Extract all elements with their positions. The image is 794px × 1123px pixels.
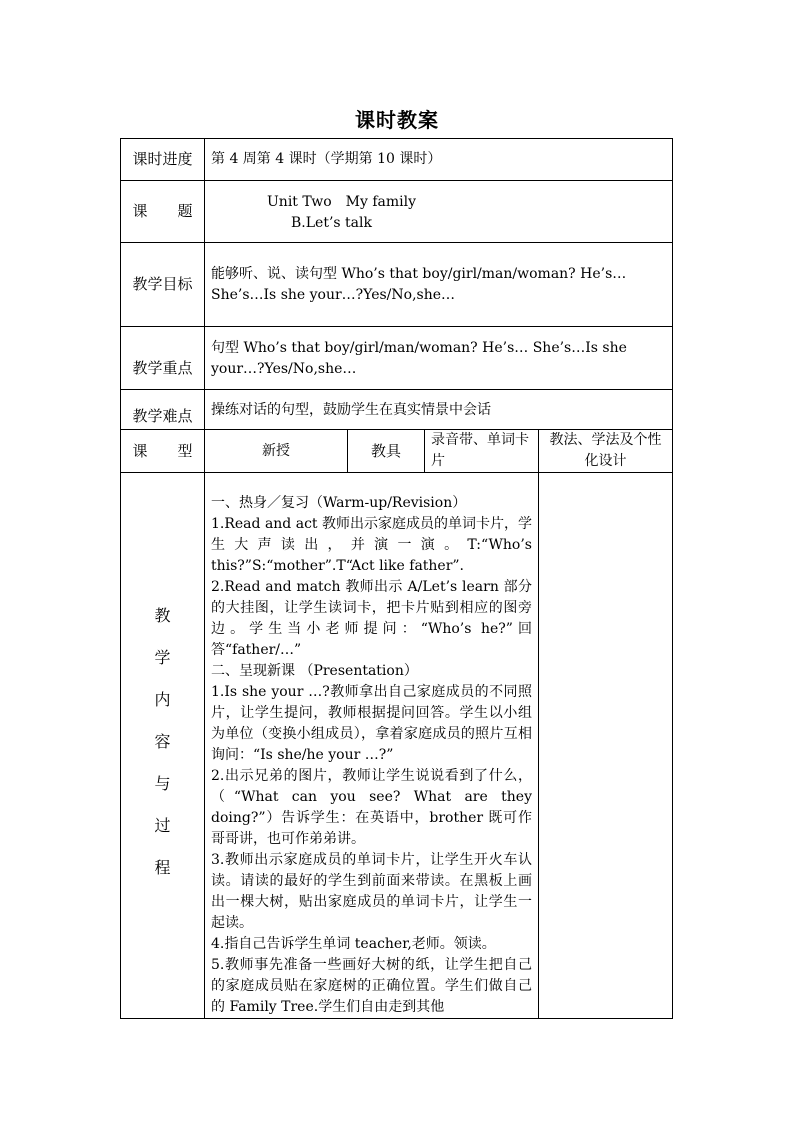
keypoint-value: 句型 Who’s that boy/girl/man/woman? He’s… She’s…Is she your…?Yes/No,she… — [205, 327, 673, 390]
lesson-plan-table — [120, 138, 673, 1019]
page-title: 课时教案 — [355, 108, 439, 132]
difficulty-value: 操练对话的句型，鼓励学生在真实情景中会话 — [205, 390, 673, 430]
process-label-char: 过 — [154, 816, 171, 835]
method-notes-cell — [539, 473, 673, 1019]
keypoint-label: 教学重点 — [121, 327, 205, 390]
process-label — [121, 473, 205, 1019]
process-paragraph: 二、呈现新课 （Presentation） — [211, 663, 418, 679]
type-label: 课 型 — [121, 430, 205, 473]
progress-value: 第 4 周第 4 课时（学期第 10 课时） — [205, 139, 673, 181]
process-paragraph: 3.教师出示家庭成员的单词卡片，让学生开火车认读。请读的最好的学生到前面来带读。在黑板上画出一棵大树，贴出家庭成员的单词卡片，让学生一起读。 — [211, 852, 532, 931]
tools-label: 教具 — [348, 430, 425, 473]
process-label-char: 内 — [154, 690, 171, 709]
process-label-char: 与 — [154, 774, 171, 793]
objective-value: 能够听、说、读句型 Who’s that boy/girl/man/woman? He’s… She’s…Is she your…?Yes/No,she… — [205, 243, 673, 327]
topic-unit: Unit Two My family — [267, 193, 416, 210]
process-label-char: 学 — [154, 648, 171, 667]
process-paragraph: 5.教师事先准备一些画好大树的纸，让学生把自己的家庭成员贴在家庭树的正确位置。学生们做自己的 Family Tree.学生们自由走到其他 — [211, 957, 532, 1015]
topic-part: B.Let’s talk — [291, 214, 372, 231]
row-keypoint — [121, 327, 673, 390]
process-label-char: 程 — [154, 858, 171, 877]
progress-label: 课时进度 — [121, 139, 205, 181]
topic-value — [205, 181, 673, 243]
process-paragraph: 2.出示兄弟的图片，教师让学生说说看到了什么，（“What can you see? What are they doing?”）告诉学生：在英语中，brother 既可作哥哥讲，也可作弟弟讲。 — [211, 768, 532, 847]
process-label-char: 教 — [154, 606, 171, 625]
row-process — [121, 473, 673, 1019]
process-label-char: 容 — [154, 732, 171, 751]
tools-value: 录音带、单词卡片 — [425, 430, 539, 473]
objective-label: 教学目标 — [121, 243, 205, 327]
row-difficulty — [121, 390, 673, 430]
process-paragraph: 2.Read and match 教师出示 A/Let’s learn 部分的大挂图，让学生读词卡，把卡片贴到相应的图旁边。学生当小老师提问：“Who’s he?”回答“father/…” — [211, 579, 532, 658]
row-progress — [121, 139, 673, 181]
process-content — [205, 473, 539, 1019]
process-paragraph: 1.Is she your …?教师拿出自己家庭成员的不同照片，让学生提问，教师根据提问回答。学生以小组为单位（变换小组成员），拿着家庭成员的照片互相询问：“Is she/he your …?” — [211, 684, 532, 763]
difficulty-label: 教学难点 — [121, 390, 205, 430]
type-value: 新授 — [205, 430, 348, 473]
row-topic — [121, 181, 673, 243]
row-objective — [121, 243, 673, 327]
row-type — [121, 430, 673, 473]
topic-label: 课 题 — [121, 181, 205, 243]
process-paragraph: 一、热身／复习（Warm-up/Revision） — [211, 495, 467, 511]
process-paragraph: 4.指自己告诉学生单词 teacher,老师。领读。 — [211, 936, 496, 952]
method-label: 教法、学法及个性化设计 — [539, 430, 673, 473]
process-paragraph: 1.Read and act 教师出示家庭成员的单词卡片，学生大声读出，并演一演。T:“Who’s this?”S:“mother”.T“Act like father”. — [211, 516, 532, 574]
